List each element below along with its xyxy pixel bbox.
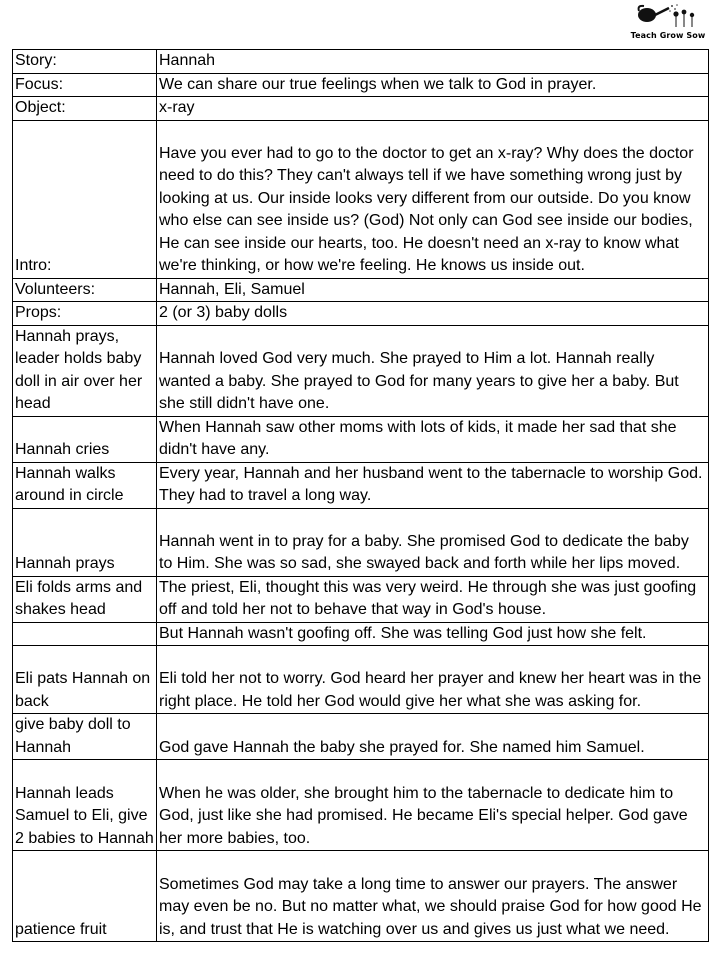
table-row bbox=[13, 851, 709, 942]
table-row bbox=[13, 646, 709, 714]
row-content: Hannah bbox=[157, 50, 709, 74]
table-row bbox=[13, 73, 709, 97]
logo-text: Teach Grow Sow bbox=[630, 31, 706, 40]
table-row bbox=[13, 97, 709, 121]
row-content: The priest, Eli, thought this was very weird. He through she was just goofing off and told her not to behave that way in God's house. bbox=[157, 576, 709, 622]
row-label: Eli pats Hannah on back bbox=[13, 646, 157, 714]
row-label: Intro: bbox=[13, 120, 157, 278]
table-row bbox=[13, 325, 709, 416]
table-row bbox=[13, 462, 709, 508]
table-row bbox=[13, 278, 709, 302]
table-row bbox=[13, 576, 709, 622]
table-row bbox=[13, 416, 709, 462]
row-content: Hannah loved God very much. She prayed to Him a lot. Hannah really wanted a baby. She prayed to God for many years to give her a baby. But she still didn't have one. bbox=[157, 325, 709, 416]
table-row bbox=[13, 302, 709, 326]
table-row bbox=[13, 508, 709, 576]
table-row bbox=[13, 760, 709, 851]
logo bbox=[630, 2, 706, 40]
row-content: When Hannah saw other moms with lots of kids, it made her sad that she didn't have any. bbox=[157, 416, 709, 462]
row-content: But Hannah wasn't goofing off. She was telling God just how she felt. bbox=[157, 622, 709, 646]
row-content: Hannah, Eli, Samuel bbox=[157, 278, 709, 302]
row-label: Focus: bbox=[13, 73, 157, 97]
table-row bbox=[13, 120, 709, 278]
row-label bbox=[13, 622, 157, 646]
watering-can-icon bbox=[636, 2, 700, 28]
row-label: Hannah prays, leader holds baby doll in air over her head bbox=[13, 325, 157, 416]
row-label: Story: bbox=[13, 50, 157, 74]
row-content: When he was older, she brought him to the tabernacle to dedicate him to God, just like she had promised. He became Eli's special helper. God gave her more babies, too. bbox=[157, 760, 709, 851]
table-row bbox=[13, 50, 709, 74]
row-content: Have you ever had to go to the doctor to get an x-ray? Why does the doctor need to do this? They can't always tell if we have something wrong just by looking at us. Our inside looks very different from our outside. Do you know who else can see inside us? (God) Not only can God see inside our bodies, He can see inside our hearts, too. He doesn't need an x-ray to know what we're thinking, or how we're feeling. He knows us inside out. bbox=[157, 120, 709, 278]
row-label: Hannah walks around in circle bbox=[13, 462, 157, 508]
row-content: 2 (or 3) baby dolls bbox=[157, 302, 709, 326]
row-label: patience fruit bbox=[13, 851, 157, 942]
row-label: Hannah cries bbox=[13, 416, 157, 462]
row-label: Object: bbox=[13, 97, 157, 121]
row-content: Sometimes God may take a long time to answer our prayers. The answer may even be no. But no matter what, we should praise God for how good He is, and trust that He is watching over us and gives us just what we need. bbox=[157, 851, 709, 942]
row-content: God gave Hannah the baby she prayed for. She named him Samuel. bbox=[157, 714, 709, 760]
flower-icon bbox=[673, 10, 694, 27]
table-row bbox=[13, 622, 709, 646]
row-content: We can share our true feelings when we talk to God in prayer. bbox=[157, 73, 709, 97]
row-content: x-ray bbox=[157, 97, 709, 121]
row-content: Hannah went in to pray for a baby. She promised God to dedicate the baby to Him. She was so sad, she swayed back and forth while her lips moved. bbox=[157, 508, 709, 576]
row-label: Hannah prays bbox=[13, 508, 157, 576]
row-label: Volunteers: bbox=[13, 278, 157, 302]
row-label: Hannah leads Samuel to Eli, give 2 babies to Hannah bbox=[13, 760, 157, 851]
row-label: Eli folds arms and shakes head bbox=[13, 576, 157, 622]
row-label: give baby doll to Hannah bbox=[13, 714, 157, 760]
row-label: Props: bbox=[13, 302, 157, 326]
row-content: Eli told her not to worry. God heard her prayer and knew her heart was in the right place. He told her God would give her what she was asking for. bbox=[157, 646, 709, 714]
row-content: Every year, Hannah and her husband went to the tabernacle to worship God. They had to travel a long way. bbox=[157, 462, 709, 508]
lesson-table bbox=[12, 49, 709, 942]
table-row bbox=[13, 714, 709, 760]
